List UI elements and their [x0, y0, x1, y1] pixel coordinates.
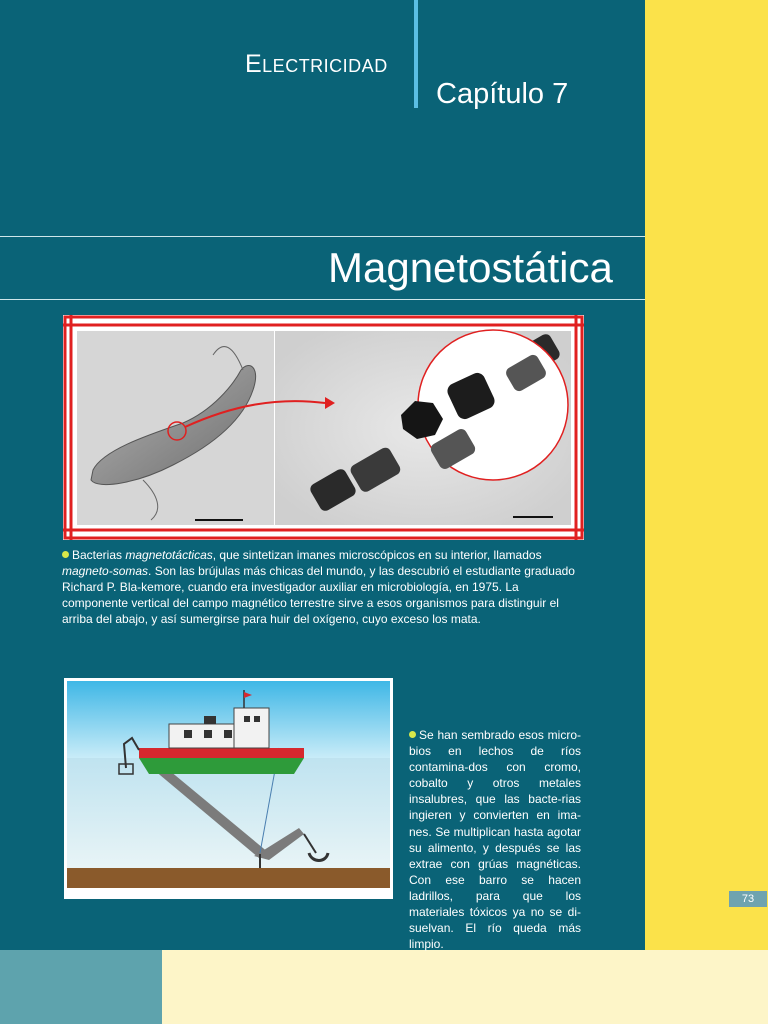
bacteria-photo [63, 315, 584, 540]
side-band-yellow [645, 0, 768, 950]
caption-part-italic: magnetotácticas [125, 548, 213, 562]
bacteria-figure [63, 315, 584, 540]
barge-caption [409, 727, 581, 952]
bottom-band-teal [0, 950, 162, 1024]
bullet-icon [62, 551, 69, 558]
bacteria-caption [62, 547, 582, 627]
caption-part: , que sintetizan imanes microscópicos en su interior, llamados [212, 548, 542, 562]
page-number: 73 [729, 891, 767, 907]
barge-drawing [64, 678, 393, 899]
chapter-label: Capítulo 7 [436, 78, 569, 110]
barge-illustration [64, 678, 393, 899]
caption-part: . Son las brújulas más chicas del mundo, y las descubrió el estudiante graduado Richard P. Bla-kemore, cuando era investigador auxiliar en microbiología, en 1975. La componente vertical del campo magnético terrestre sirve a esos organismos para distinguir el arriba del abajo, y así sumergirse para huir del oxígeno, cuyo exceso los mata. [62, 564, 575, 626]
bottom-band-cream [162, 950, 768, 1024]
header-divider [414, 0, 418, 108]
title-rule-top [0, 236, 645, 237]
page-title: Magnetostática [328, 244, 613, 291]
bullet-icon [409, 731, 416, 738]
barge-caption-text: Se han sembrado esos micro-bios en lechos de ríos contamina-dos con cromo, cobalto y otros metales insalubres, que las bacte-rias ingieren y convierten en ima-nes. Se multiplican hasta agotar su alimento, y después se las extrae con grúas magnéticas. Con ese barro se hacen ladrillos, para que los materiales tóxicos ya no se di-suelvan. El río queda más limpio. [409, 728, 581, 952]
title-rule-bottom [0, 299, 645, 300]
caption-part: Bacterias [72, 548, 126, 562]
section-subject: Electricidad [245, 50, 388, 78]
caption-part-italic: magneto-somas [62, 564, 149, 578]
